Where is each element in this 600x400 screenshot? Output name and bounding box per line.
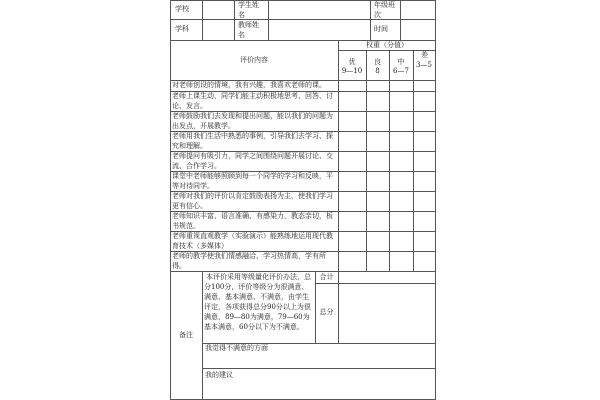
weight-header: 权重（分值） (366, 41, 408, 49)
scoring-note: 本评价采用等级量化评价办法，总分100分，评价等级分为很满意、满意、基本满意、不满意，由学生评定，各项获得总分90分以上为很满意，89—80为满意，79—60为基本满意，60分以下为不满意。 (204, 273, 311, 331)
range-good: 8 (375, 67, 380, 75)
time-field[interactable] (401, 20, 435, 39)
header-col-line-2 (234, 0, 235, 40)
content-header: 评价内容 (240, 56, 268, 64)
criterion-text: 老师的教学使我们情感融洽、学习热情高，学有所得。 (172, 252, 326, 270)
subtotal-label: 合计 (319, 273, 334, 281)
dissatisfied-label: 我觉得不满意的方面 (205, 344, 268, 352)
feedback-row-line (202, 368, 436, 369)
criterion-text: 老师鼓励我们去发现和提出问题，能以我们的问题为出发点，开展教学。 (172, 112, 333, 130)
col-line-good (389, 50, 390, 271)
remarks-label: 备注 (179, 331, 193, 339)
suggestions-label: 我的建议 (205, 371, 233, 379)
range-poor: 3—5 (416, 61, 432, 69)
header-col-line-4 (370, 0, 371, 40)
col-line-excellent (366, 50, 367, 271)
criterion-text: 老师知识丰富、语言准确、有感染力，教态亲切，板书规范。 (172, 212, 333, 230)
range-average: 6—7 (393, 67, 409, 75)
criterion-text: 老师上课生动，同学们能主动积极地思考、回答、讨论、发言。 (172, 92, 333, 110)
total-field[interactable] (339, 284, 435, 342)
subject-label: 学科 (175, 25, 189, 33)
col-line-average (413, 50, 414, 271)
suggestions-field[interactable] (203, 381, 435, 399)
criterion-text: 老师重视直观教学（实验演示）能熟练地运用现代教育技术（多媒体） (172, 232, 333, 250)
criterion-text: 老师提问有吸引力，同学之间围绕问题开展讨论、交流、合作学习。 (172, 152, 333, 170)
school-value-field[interactable] (203, 1, 233, 18)
dissatisfied-field[interactable] (203, 353, 435, 367)
total-label: 总分 (319, 308, 334, 316)
criterion-text: 对老师创设的情境，我有兴趣，我喜欢老师的课。 (172, 81, 326, 89)
grade-poor: 差 (421, 51, 428, 59)
school-label: 学校 (175, 5, 189, 13)
grade-average: 中 (397, 58, 405, 66)
teacher-name-label: 教师姓名 (238, 21, 259, 39)
subtotal-field[interactable] (339, 272, 435, 282)
teacher-name-field[interactable] (269, 20, 369, 39)
grade-good: 良 (374, 58, 381, 66)
criterion-text: 课堂中老师能够照顾到每一个同学的学习和反映，平等对待同学。 (172, 172, 333, 190)
grade-class-field[interactable] (401, 1, 435, 18)
range-excellent: 9—10 (341, 67, 363, 75)
student-name-field[interactable] (269, 1, 369, 18)
student-name-label: 学生姓名 (238, 1, 259, 19)
grade-excellent: 优 (348, 58, 356, 66)
time-label: 时间 (374, 25, 388, 33)
evaluation-form (170, 0, 436, 400)
criterion-text: 老师对我们的评价以肯定鼓励表扬为主，使我们学习更有信心。 (172, 192, 333, 210)
criterion-text: 老师用我们生活中熟悉的事例，引导我们去学习、探究和理解。 (172, 132, 333, 150)
grade-class-label: 年级班次 (374, 1, 395, 19)
subject-field[interactable] (203, 20, 233, 39)
